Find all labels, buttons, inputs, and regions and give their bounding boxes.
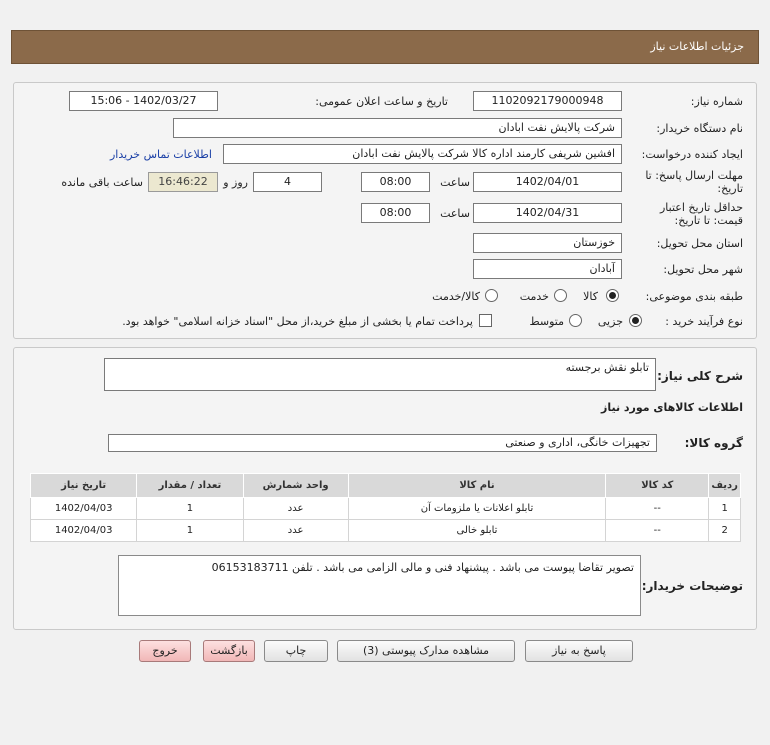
need-number-field: 1102092179000948 (473, 91, 622, 111)
province-label: استان محل تحویل: (656, 237, 743, 250)
col-name: نام کالا (348, 474, 606, 498)
city-field: آبادان (473, 259, 622, 279)
cell-name: تابلو خالی (348, 520, 606, 542)
requester-label: ایجاد کننده درخواست: (641, 148, 743, 161)
category-goods-label: کالا (583, 290, 598, 303)
table-row (31, 520, 741, 542)
treasury-payment-checkbox[interactable] (479, 314, 492, 327)
page-header (11, 30, 759, 64)
goods-table-header (31, 474, 741, 498)
category-goods-radio[interactable] (606, 289, 619, 302)
buyer-org-field: شرکت پالایش نفت ابادان (173, 118, 622, 138)
need-number-label: شماره نیاز: (690, 95, 743, 108)
cell-code: -- (606, 520, 709, 542)
remaining-time-field: 16:46:22 (148, 172, 218, 192)
page-title: جزئیات اطلاعات نیاز (650, 40, 744, 53)
cell-row: 1 (709, 498, 741, 520)
cell-qty: 1 (137, 520, 243, 542)
validity-time-field: 08:00 (361, 203, 430, 223)
announce-label: تاریخ و ساعت اعلان عمومی: (315, 95, 448, 108)
deadline-label: مهلت ارسال پاسخ: تا (645, 169, 743, 182)
announce-field: 1402/03/27 - 15:06 (69, 91, 218, 111)
cell-row: 2 (709, 520, 741, 542)
goods-table (30, 473, 741, 542)
col-row: ردیف (709, 474, 741, 498)
category-service-label: خدمت (519, 290, 549, 303)
cell-date: 1402/04/03 (31, 520, 137, 542)
validity-date-field: 1402/04/31 (473, 203, 622, 223)
cell-code: -- (606, 498, 709, 520)
col-date: تاریخ نیاز (31, 474, 137, 498)
city-label: شهر محل تحویل: (663, 263, 743, 276)
deadline-time-field: 08:00 (361, 172, 430, 192)
view-attachments-button[interactable]: مشاهده مدارک پیوستی (3) (337, 640, 515, 662)
requester-field: افشین شریفی کارمند اداره کالا شرکت پالایش نفت ابادان (223, 144, 622, 164)
buyer-org-label: نام دستگاه خریدار: (656, 122, 743, 135)
print-button[interactable]: چاپ (264, 640, 328, 662)
cell-unit: عدد (243, 498, 348, 520)
category-goods-service-label: کالا/خدمت (432, 290, 480, 303)
cell-unit: عدد (243, 520, 348, 542)
process-medium-label: متوسط (529, 315, 564, 328)
goods-group-label: گروه کالا: (684, 436, 743, 450)
process-minor-radio[interactable] (629, 314, 642, 327)
back-button[interactable]: بازگشت (203, 640, 255, 662)
deadline-date-field: 1402/04/01 (473, 172, 622, 192)
process-medium-radio[interactable] (569, 314, 582, 327)
summary-field: تابلو نقش برجسته (104, 358, 656, 391)
validity-label-2: قیمت: تا تاریخ: (674, 214, 743, 227)
category-label: طبقه بندی موضوعی: (645, 290, 743, 303)
reply-button[interactable]: پاسخ به نیاز (525, 640, 633, 662)
remaining-label: ساعت باقی مانده (61, 176, 143, 189)
table-row (31, 498, 741, 520)
payment-note: پرداخت تمام یا بخشی از مبلغ خرید،از محل "اسناد خزانه اسلامی" خواهد بود. (122, 315, 473, 328)
process-label: نوع فرآیند خرید : (665, 315, 743, 328)
buyer-notes-label: توضیحات خریدار: (641, 579, 743, 593)
deadline-time-label: ساعت (440, 176, 470, 189)
buyer-notes-field: تصویر تقاضا پیوست می باشد . پیشنهاد فنی و مالی الزامی می باشد . تلفن 06153183711 (118, 555, 641, 616)
validity-label: حداقل تاریخ اعتبار (659, 201, 743, 214)
category-goods-service-radio[interactable] (485, 289, 498, 302)
cell-date: 1402/04/03 (31, 498, 137, 520)
province-field: خوزستان (473, 233, 622, 253)
category-service-radio[interactable] (554, 289, 567, 302)
deadline-label-2: تاریخ: (717, 182, 743, 195)
summary-label: شرح کلی نیاز: (657, 369, 743, 383)
goods-group-field: تجهیزات خانگی، اداری و صنعتی (108, 434, 657, 452)
buyer-contact-link[interactable]: اطلاعات تماس خریدار (110, 148, 212, 161)
process-minor-label: جزیی (597, 315, 623, 328)
col-unit: واحد شمارش (243, 474, 348, 498)
cell-qty: 1 (137, 498, 243, 520)
cell-name: تابلو اعلانات یا ملزومات آن (348, 498, 606, 520)
days-count-field: 4 (253, 172, 322, 192)
validity-time-label: ساعت (440, 207, 470, 220)
col-code: کد کالا (606, 474, 709, 498)
col-qty: تعداد / مقدار (137, 474, 243, 498)
goods-info-title: اطلاعات کالاهای مورد نیاز (601, 401, 743, 414)
days-label: روز و (223, 176, 248, 189)
exit-button[interactable]: خروج (139, 640, 191, 662)
